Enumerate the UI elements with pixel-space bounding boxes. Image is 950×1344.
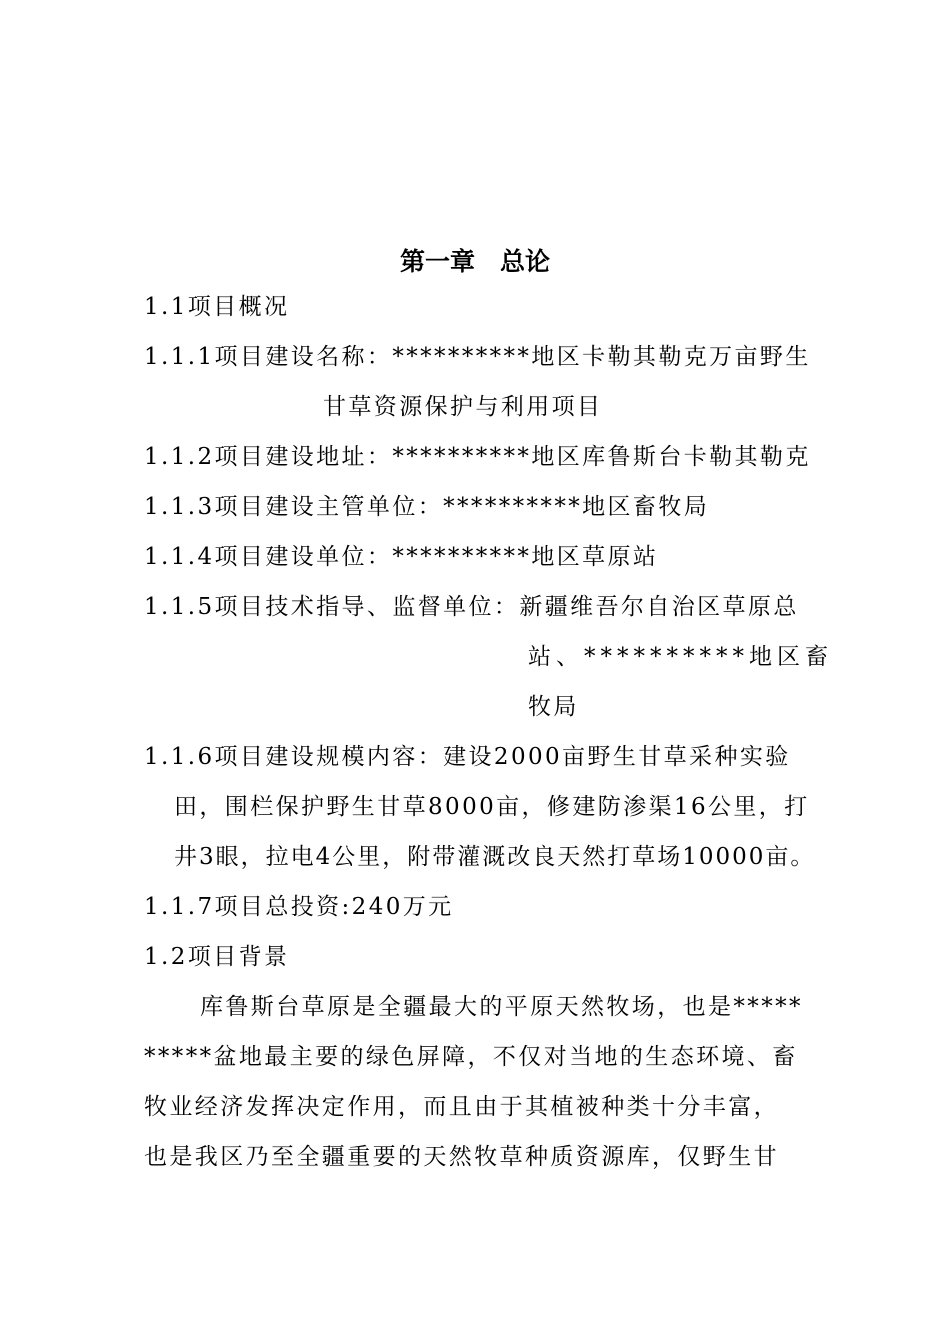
chapter-title: 第一章 总论	[399, 247, 550, 276]
section-heading-1-2: 1.2项目背景	[144, 944, 290, 970]
item-total-investment: 1.1.7项目总投资:240万元	[144, 894, 454, 920]
paragraph-line: 牧业经济发挥决定作用，而且由于其植被种类十分丰富，	[144, 1094, 779, 1120]
item-technical-guidance-cont: 站、**********地区畜	[528, 644, 833, 670]
section-heading-1-1: 1.1项目概况	[144, 294, 290, 320]
paragraph-line: 也是我区乃至全疆重要的天然牧草种质资源库，仅野生甘	[144, 1144, 779, 1170]
item-construction-unit: 1.1.4项目建设单位：**********地区草原站	[144, 544, 659, 570]
item-construction-scale-cont2: 井3眼，拉电4公里，附带灌溉改良天然打草场10000亩。	[174, 844, 816, 870]
paragraph-line: 库鲁斯台草原是全疆最大的平原天然牧场，也是*****	[200, 994, 803, 1020]
item-technical-guidance-cont2: 牧局	[528, 694, 579, 720]
paragraph-line: *****盆地最主要的绿色屏障，不仅对当地的生态环境、畜	[144, 1044, 798, 1070]
item-construction-scale: 1.1.6项目建设规模内容：建设2000亩野生甘草采种实验	[144, 744, 791, 770]
item-technical-guidance: 1.1.5项目技术指导、监督单位：新疆维吾尔自治区草原总	[144, 594, 799, 620]
item-project-name: 1.1.1项目建设名称：**********地区卡勒其勒克万亩野生	[144, 344, 811, 370]
item-project-name-cont: 甘草资源保护与利用项目	[323, 394, 603, 420]
item-project-address: 1.1.2项目建设地址：**********地区库鲁斯台卡勒其勒克	[144, 444, 811, 470]
item-construction-scale-cont: 田，围栏保护野生甘草8000亩，修建防渗渠16公里，打	[174, 794, 810, 820]
item-supervising-unit: 1.1.3项目建设主管单位：**********地区畜牧局	[144, 494, 710, 520]
